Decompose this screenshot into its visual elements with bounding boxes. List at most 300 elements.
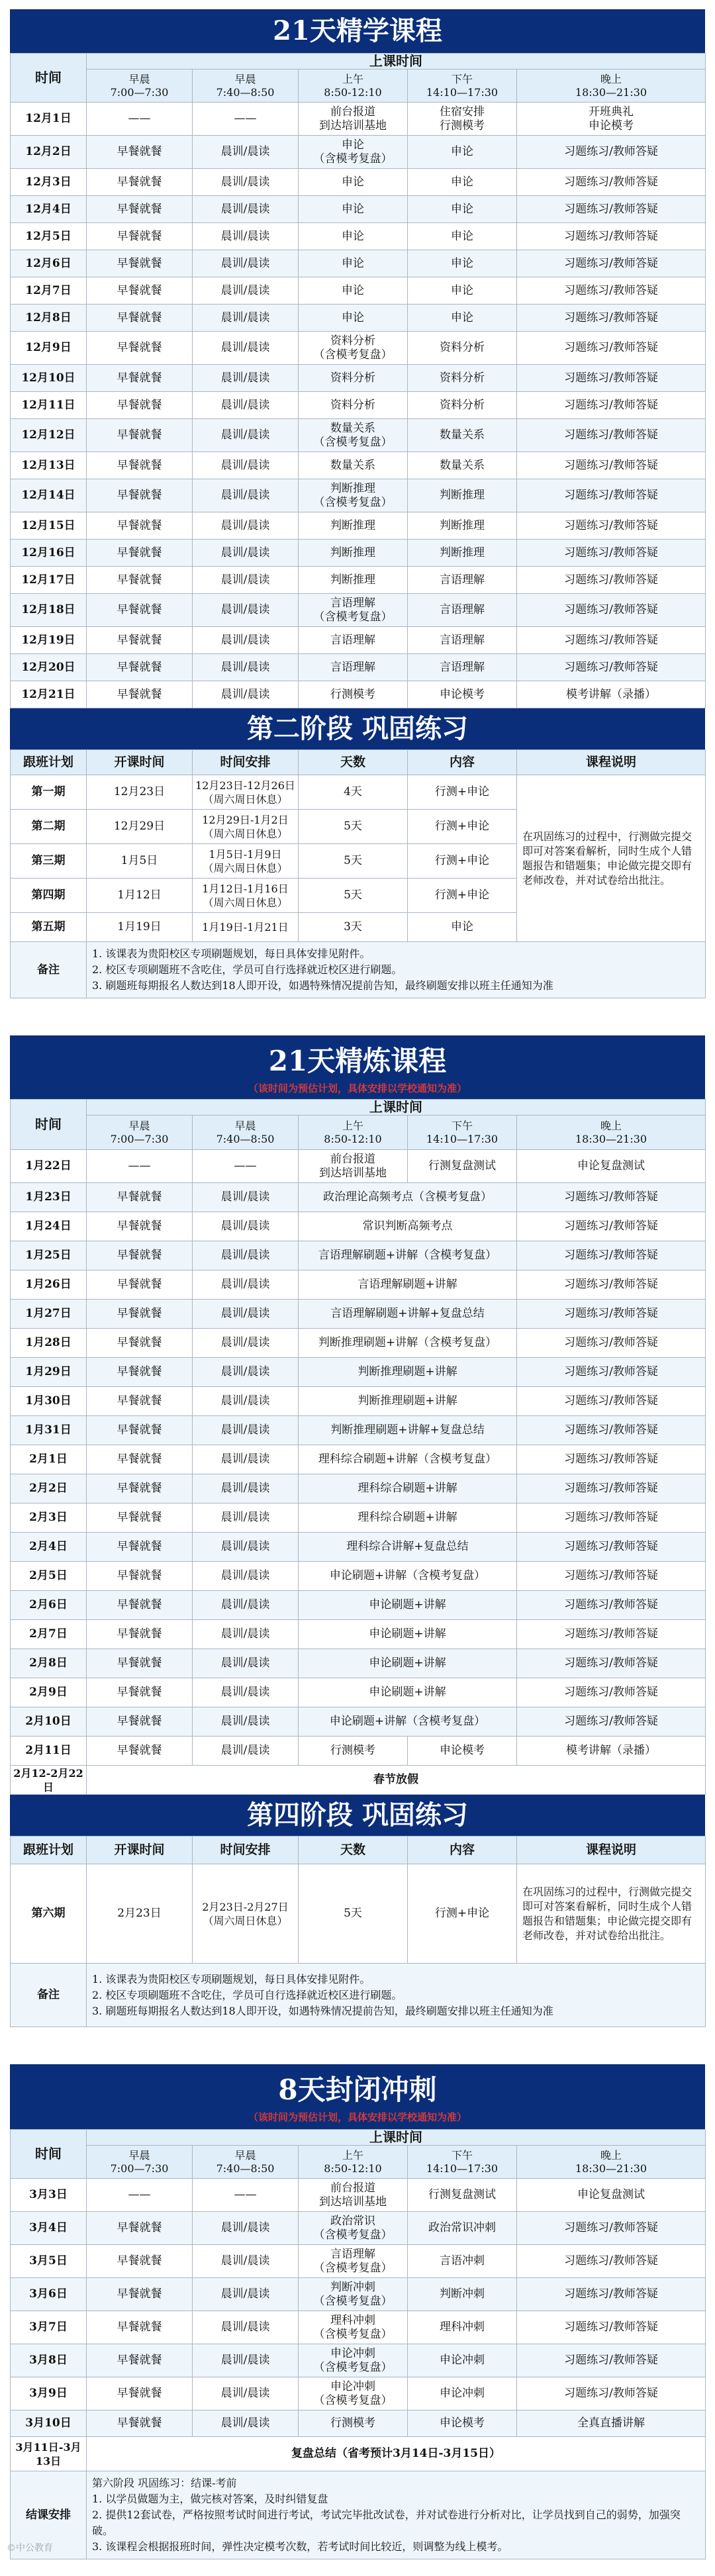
schedule-row xyxy=(11,512,706,540)
schedule-cell: 晨训/晨读 xyxy=(193,250,299,277)
watermark: ©中公教育 xyxy=(7,2543,53,2553)
row-date: 12月19日 xyxy=(11,627,87,654)
schedule-cell: 判断推理刷题+讲解 xyxy=(299,1358,517,1387)
plan-days: 5天 xyxy=(299,844,408,879)
schedule-cell: 早餐就餐 xyxy=(87,452,193,479)
schedule-cell: 数量关系 xyxy=(408,419,517,452)
schedule-cell: 申论 xyxy=(408,223,517,250)
schedule-cell: 言语理解 xyxy=(299,627,408,654)
plan-name: 第一期 xyxy=(11,775,87,810)
schedule-cell: 晨训/晨读 xyxy=(193,627,299,654)
schedule-cell: 判断推理刷题+讲解+复盘总结 xyxy=(299,1416,517,1445)
plan-range: 12月23日-12月26日 （周六周日休息） xyxy=(193,775,299,810)
schedule-cell: 习题练习/教师答疑 xyxy=(517,365,706,392)
schedule-row xyxy=(11,1212,706,1241)
schedule-row xyxy=(11,136,706,169)
stage2-header-cell: 跟班计划 xyxy=(11,750,87,775)
stage4-body xyxy=(11,1864,706,1964)
schedule-row xyxy=(11,2278,706,2311)
schedule-cell: 晨训/晨读 xyxy=(193,512,299,540)
schedule-cell: 晨训/晨读 xyxy=(193,1300,299,1329)
schedule-cell: —— xyxy=(87,1150,193,1183)
schedule-cell: 习题练习/教师答疑 xyxy=(517,305,706,332)
schedule-cell: 习题练习/教师答疑 xyxy=(517,332,706,365)
schedule-cell: 习题练习/教师答疑 xyxy=(517,196,706,223)
schedule-row xyxy=(11,1562,706,1591)
row-date: 2月3日 xyxy=(11,1503,87,1533)
schedule-cell: 申论冲刺 （含模考复盘） xyxy=(299,2344,408,2377)
schedule-cell: 早餐就餐 xyxy=(87,594,193,627)
schedule-cell: 早餐就餐 xyxy=(87,654,193,681)
review-row xyxy=(11,2437,706,2471)
schedule-cell: 晨训/晨读 xyxy=(193,1649,299,1678)
schedule-cell: 早餐就餐 xyxy=(87,1183,193,1212)
schedule-cell: 晨训/晨读 xyxy=(193,1183,299,1212)
schedule-cell: 晨训/晨读 xyxy=(193,2212,299,2245)
schedule-cell: 早餐就餐 xyxy=(87,1241,193,1270)
row-date: 3月9日 xyxy=(11,2377,87,2410)
schedule-cell: 晨训/晨读 xyxy=(193,479,299,512)
schedule-cell: 申论 xyxy=(299,305,408,332)
schedule-cell: 晨训/晨读 xyxy=(193,1503,299,1533)
schedule-cell: 晨训/晨读 xyxy=(193,169,299,196)
schedule-cell: 模考讲解（录播） xyxy=(517,1737,706,1766)
schedule-cell: 早餐就餐 xyxy=(87,2410,193,2437)
schedule-cell: 早餐就餐 xyxy=(87,1358,193,1387)
plan-days: 4天 xyxy=(299,775,408,810)
schedule-cell: 行测模考 xyxy=(299,681,408,708)
schedule-cell: 习题练习/教师答疑 xyxy=(517,1387,706,1416)
stage2-header-cell: 时间安排 xyxy=(193,750,299,775)
plan-range: 1月12日-1月16日 （周六周日休息） xyxy=(193,879,299,913)
row-date: 2月5日 xyxy=(11,1562,87,1591)
schedule-cell: 行测复盘测试 xyxy=(408,1150,517,1183)
schedule-cell: 早餐就餐 xyxy=(87,479,193,512)
schedule-cell: 习题练习/教师答疑 xyxy=(517,1241,706,1270)
schedule-cell: 判断推理 xyxy=(408,540,517,567)
schedule-cell: 判断推理 xyxy=(299,512,408,540)
schedule-cell: 晨训/晨读 xyxy=(193,419,299,452)
schedule-cell: 申论模考 xyxy=(408,681,517,708)
stage4-header-cell: 天数 xyxy=(299,1837,408,1864)
stage2-remark-row xyxy=(11,942,706,998)
schedule-cell: 判断推理 xyxy=(408,512,517,540)
row-date: 1月25日 xyxy=(11,1241,87,1270)
schedule-cell: 习题练习/教师答疑 xyxy=(517,223,706,250)
schedule-row xyxy=(11,1300,706,1329)
schedule-cell: 习题练习/教师答疑 xyxy=(517,479,706,512)
schedule-row xyxy=(11,1270,706,1300)
schedule-cell: 晨训/晨读 xyxy=(193,1445,299,1474)
schedule-row xyxy=(11,2179,706,2212)
schedule-cell: 早餐就餐 xyxy=(87,2344,193,2377)
schedule-cell: 习题练习/教师答疑 xyxy=(517,1270,706,1300)
schedule-row xyxy=(11,1678,706,1707)
remark-label: 备注 xyxy=(11,1964,87,2027)
schedule-cell: 言语理解 xyxy=(408,594,517,627)
schedule-cell: 晨训/晨读 xyxy=(193,2278,299,2311)
row-date: 3月6日 xyxy=(11,2278,87,2311)
row-date: 1月28日 xyxy=(11,1329,87,1358)
section-jingxue xyxy=(10,9,705,998)
row-date: 12月3日 xyxy=(11,169,87,196)
schedule-cell: 习题练习/教师答疑 xyxy=(517,2245,706,2278)
schedule-body xyxy=(11,2179,706,2437)
row-date: 12月4日 xyxy=(11,196,87,223)
slot-header: 早晨 7:40—8:50 xyxy=(193,70,299,103)
schedule-cell: 早餐就餐 xyxy=(87,1445,193,1474)
schedule-cell: 习题练习/教师答疑 xyxy=(517,169,706,196)
schedule-cell: 习题练习/教师答疑 xyxy=(517,136,706,169)
time-header: 时间 xyxy=(11,54,87,103)
schedule-cell: 早餐就餐 xyxy=(87,169,193,196)
row-date: 1月23日 xyxy=(11,1183,87,1212)
stage2-header-cell: 课程说明 xyxy=(517,750,706,775)
schedule-cell: 判断推理 xyxy=(299,567,408,594)
row-date: 12月14日 xyxy=(11,479,87,512)
schedule-cell: 早餐就餐 xyxy=(87,681,193,708)
schedule-cell: 晨训/晨读 xyxy=(193,136,299,169)
schedule-cell: —— xyxy=(87,103,193,136)
schedule-cell: 晨训/晨读 xyxy=(193,540,299,567)
schedule-cell: 行测模考 xyxy=(299,1737,408,1766)
slot-header: 上午 8:50-12:10 xyxy=(299,2146,408,2179)
schedule-row xyxy=(11,2377,706,2410)
schedule-cell: 申论 xyxy=(299,277,408,305)
slot-header: 早晨 7:40—8:50 xyxy=(193,1116,299,1150)
schedule-cell: 行测复盘测试 xyxy=(408,2179,517,2212)
schedule-cell: 早餐就餐 xyxy=(87,1591,193,1620)
schedule-cell: 政治理论高频考点（含模考复盘） xyxy=(299,1183,517,1212)
schedule-cell: 申论 xyxy=(299,196,408,223)
stage2-title-banner xyxy=(10,708,705,749)
remark-label: 备注 xyxy=(11,942,87,998)
schedule-cell: 言语理解 （含模考复盘） xyxy=(299,2245,408,2278)
schedule-cell: 晨训/晨读 xyxy=(193,196,299,223)
schedule-cell: 早餐就餐 xyxy=(87,2377,193,2410)
schedule-row xyxy=(11,1737,706,1766)
schedule-row xyxy=(11,1387,706,1416)
remark-text: 1. 该课表为贵阳校区专项刷题规划，每日具体安排见附件。 2. 校区专项刷题班不含吃住，学员可自行选择就近校区进行刷题。 3. 刷题班每期报名人数达到18人即开设，如遇特殊情况提前告知，最终刷题安排以班主任通知为准 xyxy=(87,1964,706,2027)
schedule-cell: 习题练习/教师答疑 xyxy=(517,540,706,567)
schedule-row xyxy=(11,277,706,305)
slot-header: 早晨 7:00—7:30 xyxy=(87,70,193,103)
schedule-cell: 晨训/晨读 xyxy=(193,2245,299,2278)
schedule-row xyxy=(11,365,706,392)
schedule-cell: 习题练习/教师答疑 xyxy=(517,1707,706,1737)
schedule-row xyxy=(11,103,706,136)
schedule-cell: 晨训/晨读 xyxy=(193,2344,299,2377)
slot-header: 上午 8:50-12:10 xyxy=(299,1116,408,1150)
schedule-cell: 行测模考 xyxy=(299,2410,408,2437)
plan-name: 第二期 xyxy=(11,810,87,844)
schedule-cell: 晨训/晨读 xyxy=(193,392,299,419)
schedule-table xyxy=(10,1099,706,1795)
time-header: 时间 xyxy=(11,1100,87,1150)
schedule-row xyxy=(11,1620,706,1649)
schedule-table xyxy=(10,2129,706,2559)
row-date: 12月10日 xyxy=(11,365,87,392)
schedule-cell: 晨训/晨读 xyxy=(193,1562,299,1591)
row-date: 12月11日 xyxy=(11,392,87,419)
schedule-row xyxy=(11,169,706,196)
plan-range: 1月19日-1月21日 xyxy=(193,913,299,942)
schedule-row xyxy=(11,1591,706,1620)
schedule-cell: 习题练习/教师答疑 xyxy=(517,2377,706,2410)
row-date: 12月1日 xyxy=(11,103,87,136)
schedule-cell: 习题练习/教师答疑 xyxy=(517,2212,706,2245)
schedule-cell: 早餐就餐 xyxy=(87,2311,193,2344)
plan-content: 行测+申论 xyxy=(408,1864,517,1964)
slot-header: 下午 14:10—17:30 xyxy=(408,1116,517,1150)
schedule-cell: 早餐就餐 xyxy=(87,567,193,594)
slot-header: 晚上 18:30—21:30 xyxy=(517,2146,706,2179)
schedule-cell: 早餐就餐 xyxy=(87,136,193,169)
schedule-cell: 判断推理 （含模考复盘） xyxy=(299,479,408,512)
schedule-cell: 言语理解刷题+讲解 xyxy=(299,1270,517,1300)
row-date: 2月11日 xyxy=(11,1737,87,1766)
schedule-cell: 晨训/晨读 xyxy=(193,2311,299,2344)
schedule-cell: 资料分析 xyxy=(408,332,517,365)
schedule-row xyxy=(11,2410,706,2437)
remark-text: 1. 该课表为贵阳校区专项刷题规划，每日具体安排见附件。 2. 校区专项刷题班不含吃住，学员可自行选择就近校区进行刷题。 3. 刷题班每期报名人数达到18人即开设，如遇特殊情况提前告知，最终刷题安排以班主任通知为准 xyxy=(87,942,706,998)
schedule-cell: 言语理解 xyxy=(408,654,517,681)
schedule-cell: 晨训/晨读 xyxy=(193,223,299,250)
course-schedule-page xyxy=(0,9,715,2559)
schedule-row xyxy=(11,1358,706,1387)
section-title-banner xyxy=(10,2064,705,2129)
schedule-cell: 早餐就餐 xyxy=(87,277,193,305)
schedule-cell: 理科冲刺 （含模考复盘） xyxy=(299,2311,408,2344)
schedule-cell: —— xyxy=(193,1150,299,1183)
schedule-cell: 判断推理 xyxy=(408,479,517,512)
schedule-cell: 晨训/晨读 xyxy=(193,1591,299,1620)
schedule-cell: 言语冲刺 xyxy=(408,2245,517,2278)
row-date: 12月5日 xyxy=(11,223,87,250)
spring-break-row xyxy=(11,1766,706,1795)
row-date: 1月27日 xyxy=(11,1300,87,1329)
row-date: 2月2日 xyxy=(11,1474,87,1503)
schedule-cell: —— xyxy=(193,103,299,136)
schedule-cell: 理科综合刷题+讲解（含模考复盘） xyxy=(299,1445,517,1474)
schedule-cell: 习题练习/教师答疑 xyxy=(517,2278,706,2311)
schedule-table xyxy=(10,53,706,708)
schedule-cell: 晨训/晨读 xyxy=(193,1212,299,1241)
schedule-row xyxy=(11,223,706,250)
class-time-header: 上课时间 xyxy=(87,54,706,70)
schedule-cell: 言语理解 xyxy=(408,627,517,654)
stage4-header-cell: 课程说明 xyxy=(517,1837,706,1864)
schedule-cell: 资料分析 xyxy=(408,392,517,419)
review-text: 复盘总结（省考预计3月14日-3月15日） xyxy=(87,2437,706,2471)
schedule-cell: 习题练习/教师答疑 xyxy=(517,627,706,654)
row-date: 12月15日 xyxy=(11,512,87,540)
schedule-cell: 早餐就餐 xyxy=(87,1270,193,1300)
schedule-cell: 习题练习/教师答疑 xyxy=(517,1649,706,1678)
schedule-cell: 早餐就餐 xyxy=(87,2278,193,2311)
schedule-cell: 晨训/晨读 xyxy=(193,1678,299,1707)
schedule-cell: —— xyxy=(193,2179,299,2212)
row-date: 12月6日 xyxy=(11,250,87,277)
plan-content: 行测+申论 xyxy=(408,879,517,913)
schedule-row xyxy=(11,250,706,277)
schedule-cell: 习题练习/教师答疑 xyxy=(517,1329,706,1358)
section-title-banner xyxy=(10,9,705,53)
row-date: 12月20日 xyxy=(11,654,87,681)
section-subtitle: （该时间为预估计划，具体安排以学校通知为准） xyxy=(248,2111,467,2123)
schedule-row xyxy=(11,452,706,479)
schedule-cell: 模考讲解（录播） xyxy=(517,681,706,708)
schedule-cell: 习题练习/教师答疑 xyxy=(517,1212,706,1241)
schedule-row xyxy=(11,2212,706,2245)
row-date: 2月4日 xyxy=(11,1533,87,1562)
plan-content: 行测+申论 xyxy=(408,844,517,879)
schedule-row xyxy=(11,1445,706,1474)
schedule-cell: 晨训/晨读 xyxy=(193,567,299,594)
schedule-cell: 申论冲刺 xyxy=(408,2344,517,2377)
schedule-cell: 习题练习/教师答疑 xyxy=(517,512,706,540)
schedule-row xyxy=(11,479,706,512)
schedule-row xyxy=(11,1183,706,1212)
schedule-cell: 早餐就餐 xyxy=(87,1474,193,1503)
stage4-header-cell: 内容 xyxy=(408,1837,517,1864)
schedule-row xyxy=(11,1707,706,1737)
schedule-cell: 习题练习/教师答疑 xyxy=(517,1503,706,1533)
slot-header: 下午 14:10—17:30 xyxy=(408,2146,517,2179)
closing-row xyxy=(11,2471,706,2559)
schedule-cell: 理科综合刷题+讲解 xyxy=(299,1474,517,1503)
schedule-cell: 前台报道 到达培训基地 xyxy=(299,2179,408,2212)
schedule-cell: 晨训/晨读 xyxy=(193,1270,299,1300)
schedule-cell: 申论 xyxy=(299,169,408,196)
stage2-header-row xyxy=(11,750,706,775)
schedule-cell: 早餐就餐 xyxy=(87,392,193,419)
schedule-cell: 晨训/晨读 xyxy=(193,1707,299,1737)
schedule-cell: 申论 xyxy=(408,169,517,196)
stage4-title: 第四阶段 巩固练习 xyxy=(247,1799,468,1831)
plan-days: 5天 xyxy=(299,810,408,844)
schedule-row xyxy=(11,1474,706,1503)
schedule-cell: 申论冲刺 xyxy=(408,2377,517,2410)
schedule-cell: 习题练习/教师答疑 xyxy=(517,392,706,419)
schedule-cell: 申论模考 xyxy=(408,2410,517,2437)
schedule-header xyxy=(11,2130,706,2179)
schedule-cell: 早餐就餐 xyxy=(87,365,193,392)
schedule-cell: 习题练习/教师答疑 xyxy=(517,1678,706,1707)
schedule-cell: 申论 xyxy=(408,250,517,277)
schedule-cell: 申论 xyxy=(408,136,517,169)
row-date: 1月24日 xyxy=(11,1212,87,1241)
slot-header: 晚上 18:30—21:30 xyxy=(517,70,706,103)
schedule-cell: 申论刷题+讲解 xyxy=(299,1591,517,1620)
row-date: 2月8日 xyxy=(11,1649,87,1678)
schedule-cell: 晨训/晨读 xyxy=(193,2410,299,2437)
schedule-cell: 晨训/晨读 xyxy=(193,681,299,708)
schedule-row xyxy=(11,594,706,627)
row-date: 12月17日 xyxy=(11,567,87,594)
schedule-row xyxy=(11,2245,706,2278)
schedule-cell: 申论刷题+讲解（含模考复盘） xyxy=(299,1562,517,1591)
schedule-cell: 习题练习/教师答疑 xyxy=(517,1358,706,1387)
schedule-cell: 住宿安排 行测模考 xyxy=(408,103,517,136)
schedule-cell: 早餐就餐 xyxy=(87,305,193,332)
schedule-cell: 晨训/晨读 xyxy=(193,654,299,681)
schedule-cell: 资料分析 （含模考复盘） xyxy=(299,332,408,365)
plan-content: 行测+申论 xyxy=(408,775,517,810)
stage4-header-row xyxy=(11,1837,706,1864)
schedule-row xyxy=(11,540,706,567)
plan-name: 第三期 xyxy=(11,844,87,879)
schedule-cell: 全真直播讲解 xyxy=(517,2410,706,2437)
stage2-header-cell: 开课时间 xyxy=(87,750,193,775)
time-header: 时间 xyxy=(11,2130,87,2179)
schedule-cell: 早餐就餐 xyxy=(87,2245,193,2278)
row-date: 2月7日 xyxy=(11,1620,87,1649)
plan-name: 第六期 xyxy=(11,1864,87,1964)
schedule-header xyxy=(11,54,706,103)
stage4-row xyxy=(11,1864,706,1964)
schedule-cell: 晨训/晨读 xyxy=(193,332,299,365)
stage4-header-cell: 跟班计划 xyxy=(11,1837,87,1864)
schedule-cell: 申论 xyxy=(299,223,408,250)
schedule-cell: 早餐就餐 xyxy=(87,250,193,277)
section-title-banner xyxy=(10,1035,705,1099)
schedule-cell: 资料分析 xyxy=(408,365,517,392)
schedule-cell: 习题练习/教师答疑 xyxy=(517,1183,706,1212)
schedule-cell: 早餐就餐 xyxy=(87,1737,193,1766)
schedule-row xyxy=(11,1241,706,1270)
schedule-cell: 习题练习/教师答疑 xyxy=(517,452,706,479)
schedule-cell: 申论 xyxy=(408,277,517,305)
schedule-cell: 晨训/晨读 xyxy=(193,452,299,479)
row-date: 12月9日 xyxy=(11,332,87,365)
schedule-cell: 晨训/晨读 xyxy=(193,1620,299,1649)
plan-range: 2月23日-2月27日 （周六周日休息） xyxy=(193,1864,299,1964)
schedule-cell: 早餐就餐 xyxy=(87,512,193,540)
row-date: 12月2日 xyxy=(11,136,87,169)
schedule-row xyxy=(11,419,706,452)
row-date: 12月18日 xyxy=(11,594,87,627)
schedule-cell: 晨训/晨读 xyxy=(193,277,299,305)
schedule-cell: 晨训/晨读 xyxy=(193,1533,299,1562)
stage4-title-banner xyxy=(10,1795,705,1836)
schedule-cell: 早餐就餐 xyxy=(87,1503,193,1533)
row-date: 2月10日 xyxy=(11,1707,87,1737)
schedule-cell: 习题练习/教师答疑 xyxy=(517,250,706,277)
stage4-header-cell: 时间安排 xyxy=(193,1837,299,1864)
schedule-cell: 判断冲刺 xyxy=(408,2278,517,2311)
schedule-cell: 前台报道 到达培训基地 xyxy=(299,1150,408,1183)
schedule-cell: 言语理解 xyxy=(299,654,408,681)
schedule-cell: 申论复盘测试 xyxy=(517,1150,706,1183)
stage4-remark-row xyxy=(11,1964,706,2027)
section-subtitle: （该时间为预估计划，具体安排以学校通知为准） xyxy=(248,1082,467,1094)
closing-text: 第六阶段 巩固练习：结课-考前 1. 以学员做题为主，做完核对答案，及时纠错复盘 2. 提供12套试卷，严格按照考试时间进行考试，考试完毕批改试卷，并对试卷进行分析对比，让学员找到自己的弱势，加强突破。 3. 该课程会根据报班时间，弹性决定模考次数，若考试时间比较近，则调整为线上模考。 xyxy=(87,2471,706,2559)
schedule-cell: 习题练习/教师答疑 xyxy=(517,1416,706,1445)
schedule-cell: 数量关系 （含模考复盘） xyxy=(299,419,408,452)
row-date: 1月31日 xyxy=(11,1416,87,1445)
stage4-header-cell: 开课时间 xyxy=(87,1837,193,1864)
schedule-cell: 资料分析 xyxy=(299,365,408,392)
schedule-cell: 早餐就餐 xyxy=(87,1707,193,1737)
schedule-cell: 习题练习/教师答疑 xyxy=(517,1445,706,1474)
schedule-cell: 申论 xyxy=(299,250,408,277)
plan-days: 5天 xyxy=(299,1864,408,1964)
plan-start: 12月29日 xyxy=(87,810,193,844)
schedule-cell: 申论冲刺 （含模考复盘） xyxy=(299,2377,408,2410)
schedule-body xyxy=(11,1150,706,1766)
row-date: 1月26日 xyxy=(11,1270,87,1300)
